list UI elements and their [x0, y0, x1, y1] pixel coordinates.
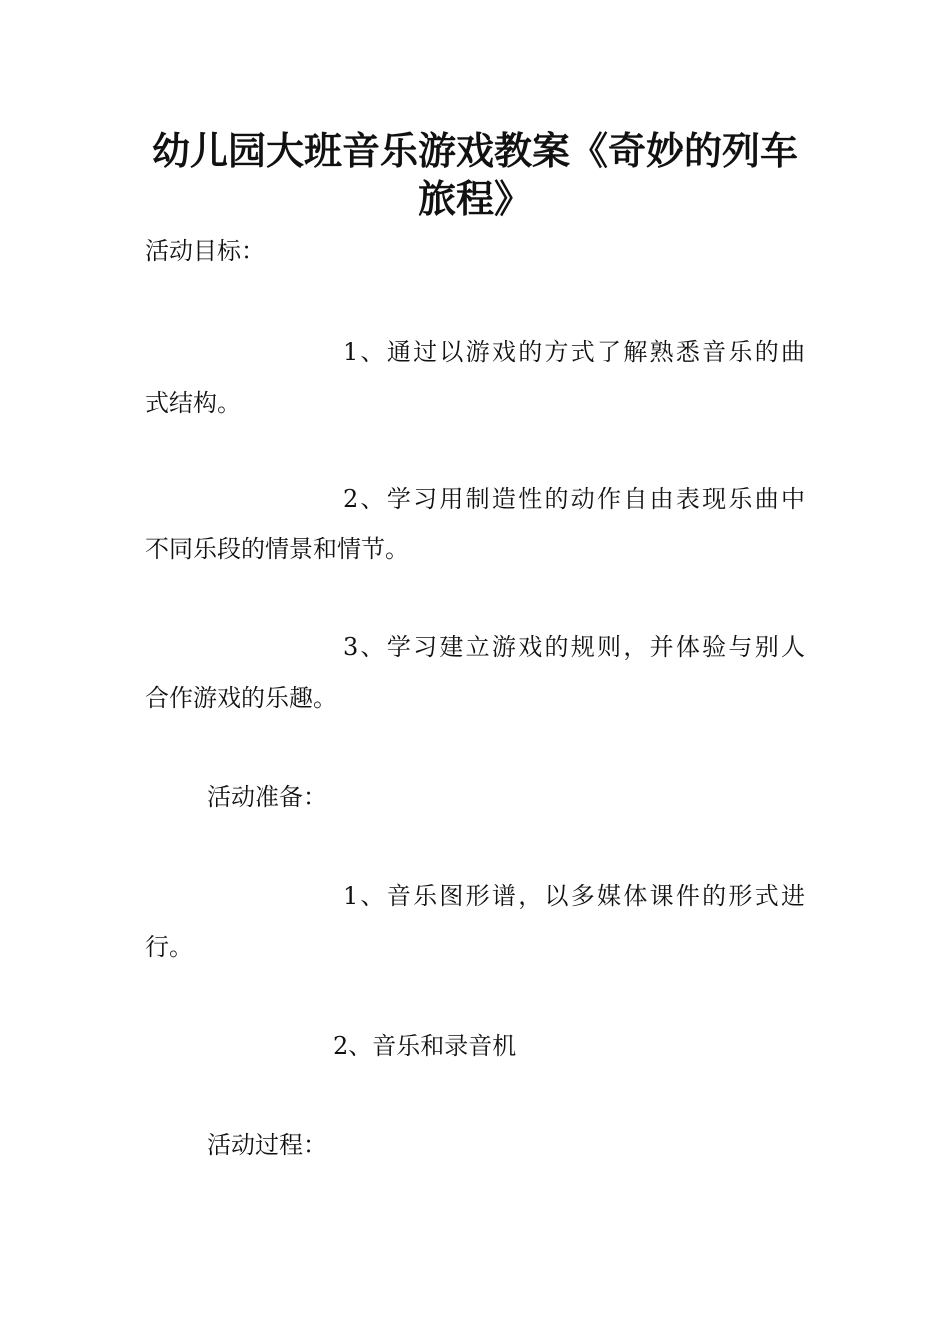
preparation-1-line-1: 1、音乐图形谱，以多媒体课件的形式进 — [343, 882, 805, 910]
goal-1-line-2: 式结构。 — [145, 389, 241, 417]
preparation-2: 2、音乐和录音机 — [333, 1032, 517, 1060]
goal-3-line-1: 3、学习建立游戏的规则，并体验与别人 — [343, 633, 805, 661]
goal-3-line-2: 合作游戏的乐趣。 — [145, 684, 337, 712]
goal-2-line-2: 不同乐段的情景和情节。 — [145, 535, 409, 563]
goal-2-line-1: 2、学习用制造性的动作自由表现乐曲中 — [343, 485, 805, 513]
document-title-line-1: 幼儿园大班音乐游戏教案《奇妙的列车 — [151, 129, 798, 173]
document-title-line-2: 旅程》 — [417, 177, 532, 221]
goals-heading: 活动目标： — [145, 237, 265, 265]
preparation-heading: 活动准备： — [207, 783, 327, 811]
process-heading: 活动过程： — [207, 1131, 327, 1159]
goal-1-line-1: 1、通过以游戏的方式了解熟悉音乐的曲 — [343, 338, 805, 366]
preparation-1-line-2: 行。 — [145, 933, 193, 961]
